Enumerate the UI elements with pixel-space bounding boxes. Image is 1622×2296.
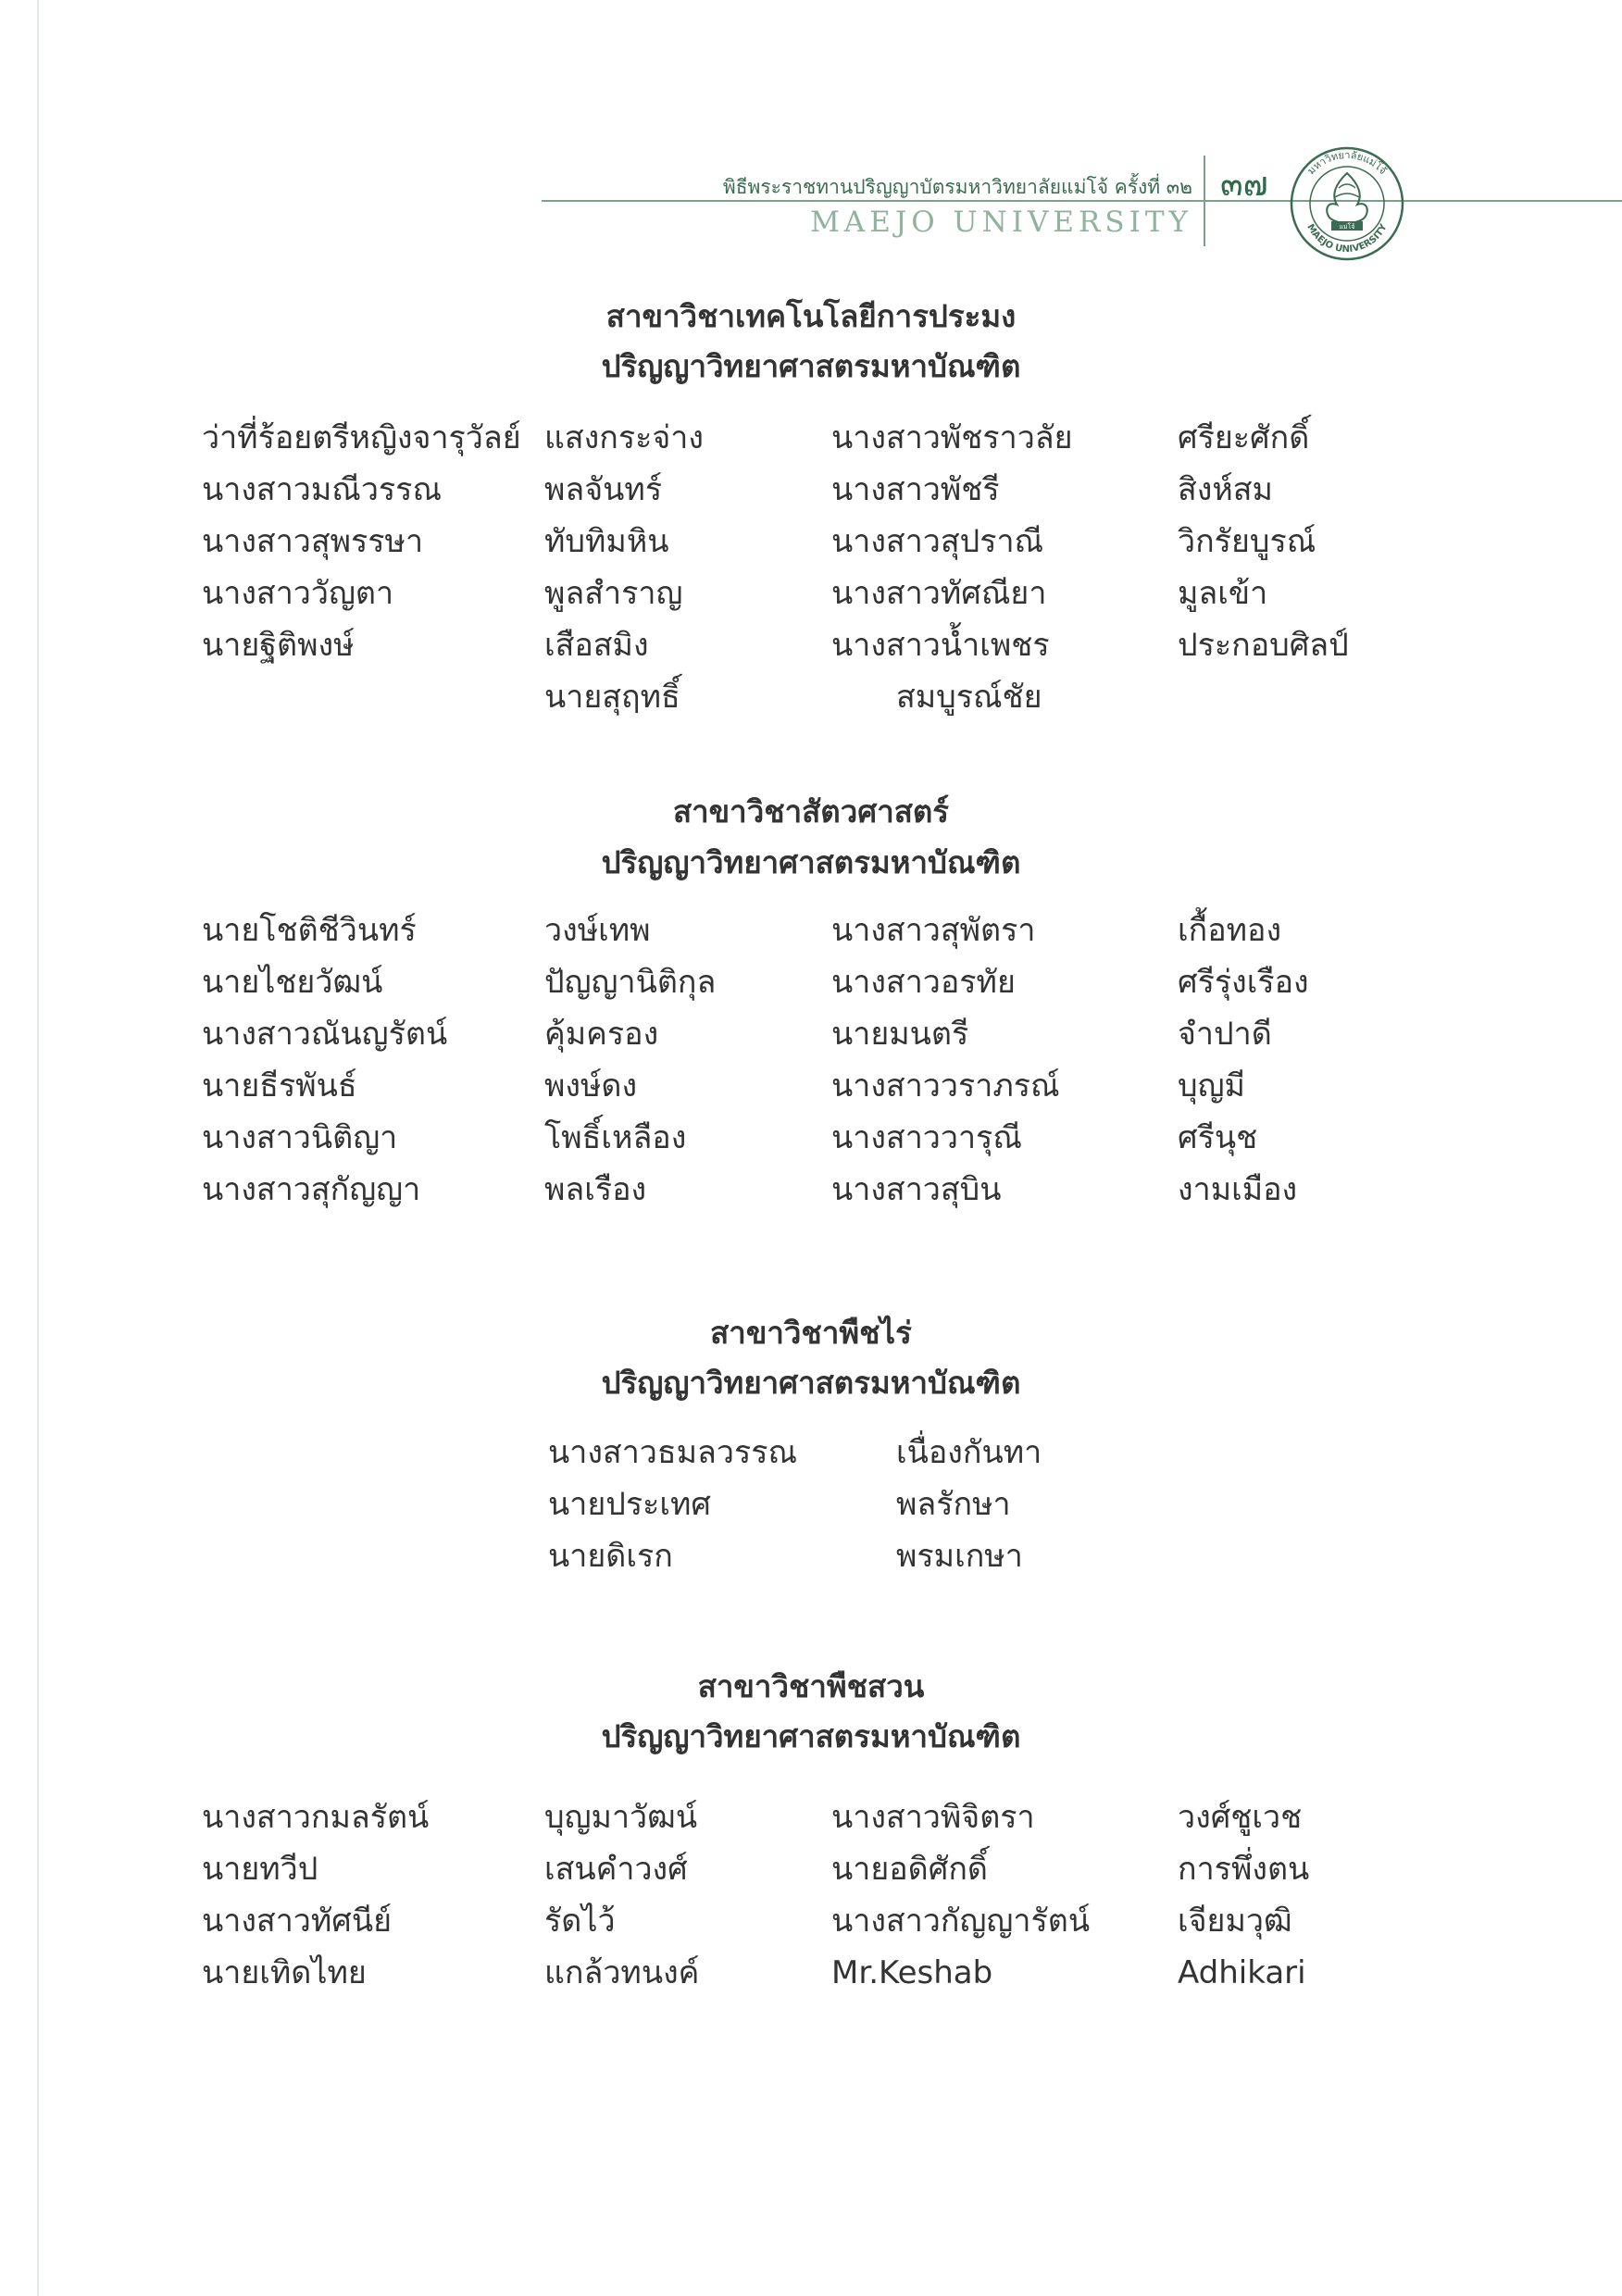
section-title: สาขาวิชาพืชสวน	[697, 1668, 925, 1704]
graduate-first-name: นายโชติชีวินทร์	[202, 912, 417, 949]
graduate-last-name: เนื่องกันทา	[896, 1434, 1042, 1471]
graduate-last-name: วงศ์ชูเวช	[1178, 1799, 1303, 1836]
graduate-first-name: นายธีรพันธ์	[202, 1067, 357, 1104]
university-name: MAEJO UNIVERSITY	[810, 206, 1192, 239]
graduate-last-name: พลจันทร์	[544, 471, 663, 508]
graduate-first-name: นางสาวสุบิน	[831, 1171, 1002, 1208]
svg-text:แม่โจ้: แม่โจ้	[1339, 223, 1355, 231]
graduate-first-name: นางสาวทัศนีย์	[202, 1903, 393, 1940]
graduate-last-name: พูลสำราญ	[544, 575, 683, 612]
graduate-first-name: นายสุฤทธิ์	[544, 679, 680, 716]
graduate-last-name: วิกรัยบูรณ์	[1178, 523, 1316, 560]
section-title: สาขาวิชาพืชไร่	[710, 1315, 912, 1351]
graduate-first-name: นางสาวน้ำเพชร	[831, 627, 1050, 664]
graduate-last-name: แสงกระจ่าง	[544, 419, 704, 456]
graduate-last-name: เสือสมิง	[544, 627, 649, 664]
section-degree: ปริญญาวิทยาศาสตรมหาบัณฑิต	[601, 1718, 1021, 1754]
graduate-first-name: นางสาวสุพรรษา	[202, 523, 424, 560]
graduate-first-name: นางสาวธมลวรรณ	[548, 1434, 798, 1471]
graduate-first-name: นายไชยวัฒน์	[202, 964, 383, 1001]
graduate-first-name: นางสาวมณีวรรณ	[202, 471, 442, 508]
graduate-first-name: นายฐิติพงษ์	[202, 627, 355, 664]
graduate-last-name: ทับทิมหิน	[544, 523, 669, 560]
graduate-first-name: นางสาวกัญญารัตน์	[831, 1903, 1091, 1940]
graduate-first-name: นายเทิดไทย	[202, 1954, 367, 1991]
graduate-first-name: นางสาวพัชรี	[831, 471, 1000, 508]
graduate-first-name: นายดิเรก	[548, 1538, 673, 1575]
graduate-first-name: นางสาวณันญรัตน์	[202, 1016, 448, 1053]
graduate-first-name: นางสาววราภรณ์	[831, 1067, 1060, 1104]
graduate-last-name: วงษ์เทพ	[544, 912, 651, 949]
graduate-first-name: นางสาวสุปราณี	[831, 523, 1044, 560]
ceremony-title: พิธีพระราชทานปริญญาบัตรมหาวิทยาลัยแม่โจ้ ครั้งที่ ๓๒	[722, 176, 1192, 198]
graduate-last-name: ศรีรุ่งเรือง	[1178, 964, 1309, 1001]
page-number: ๓๗	[1220, 166, 1268, 204]
graduate-last-name: การพึ่งตน	[1178, 1851, 1310, 1888]
graduate-last-name: เสนคำวงศ์	[544, 1851, 688, 1888]
graduate-first-name: นางสาวสุพัตรา	[831, 912, 1036, 949]
university-seal-icon	[1287, 144, 1407, 264]
graduate-first-name: นางสาววารุณี	[831, 1119, 1022, 1156]
graduate-last-name: งามเมือง	[1178, 1171, 1298, 1208]
graduate-last-name: พลเรือง	[544, 1171, 647, 1208]
graduate-first-name: นายประเทศ	[548, 1486, 711, 1523]
graduate-last-name: สิงห์สม	[1178, 471, 1273, 508]
graduate-last-name: พลรักษา	[896, 1486, 1011, 1523]
graduate-first-name: นายอดิศักดิ์	[831, 1851, 989, 1888]
svg-text:MAEJO UNIVERSITY: MAEJO UNIVERSITY	[1304, 222, 1390, 256]
graduate-last-name: ประกอบศิลป์	[1178, 627, 1349, 664]
graduate-first-name: นางสาวนิติญา	[202, 1119, 398, 1156]
graduate-last-name: ปัญญานิติกุล	[544, 964, 717, 1001]
graduate-first-name: นางสาวสุกัญญา	[202, 1171, 421, 1208]
graduate-first-name: นางสาวพิจิตรา	[831, 1799, 1035, 1836]
section-title: สาขาวิชาสัตวศาสตร์	[672, 793, 950, 830]
graduate-last-name: ศรีนุช	[1178, 1119, 1258, 1156]
graduate-last-name: พรมเกษา	[896, 1538, 1023, 1575]
page-edge-rule	[37, 0, 39, 2296]
graduate-last-name: บุญมาวัฒน์	[544, 1799, 698, 1836]
graduate-last-name: เจียมวุฒิ	[1178, 1903, 1292, 1940]
header-rule	[542, 200, 1622, 202]
header-divider	[1204, 156, 1205, 246]
graduate-last-name: Adhikari	[1178, 1954, 1306, 1991]
graduate-last-name: ศรียะศักดิ์	[1178, 419, 1310, 456]
graduate-first-name: นางสาวกมลรัตน์	[202, 1799, 430, 1836]
graduate-first-name: นางสาววัญตา	[202, 575, 394, 612]
graduate-first-name: นางสาวพัชราวลัย	[831, 419, 1073, 456]
svg-text:มหาวิทยาลัยแม่โจ้: มหาวิทยาลัยแม่โจ้	[1304, 148, 1390, 178]
section-degree: ปริญญาวิทยาศาสตรมหาบัณฑิต	[601, 348, 1021, 384]
graduate-first-name: นางสาวทัศณียา	[831, 575, 1047, 612]
graduate-first-name: นายทวีป	[202, 1851, 318, 1888]
section-degree: ปริญญาวิทยาศาสตรมหาบัณฑิต	[601, 1365, 1021, 1401]
graduate-last-name: เกื้อทอง	[1178, 912, 1282, 949]
graduate-first-name: Mr.Keshab	[831, 1954, 993, 1991]
section-degree: ปริญญาวิทยาศาสตรมหาบัณฑิต	[601, 844, 1021, 880]
graduate-last-name: จำปาดี	[1178, 1016, 1272, 1053]
graduate-first-name: นายมนตรี	[831, 1016, 969, 1053]
graduate-last-name: แกล้วทนงค์	[544, 1954, 700, 1991]
graduate-last-name: รัดไว้	[544, 1903, 616, 1940]
graduate-last-name: คุ้มครอง	[544, 1016, 659, 1053]
graduate-first-name: นางสาวอรทัย	[831, 964, 1016, 1001]
graduate-first-name: ว่าที่ร้อยตรีหญิงจารุวัลย์	[202, 419, 521, 456]
graduate-last-name: สมบูรณ์ชัย	[896, 679, 1042, 716]
graduate-last-name: โพธิ์เหลือง	[544, 1119, 687, 1156]
section-title: สาขาวิชาเทคโนโลยีการประมง	[605, 298, 1017, 334]
graduate-last-name: มูลเข้า	[1178, 575, 1268, 612]
graduate-last-name: บุญมี	[1178, 1067, 1245, 1104]
graduate-last-name: พงษ์ดง	[544, 1067, 638, 1104]
